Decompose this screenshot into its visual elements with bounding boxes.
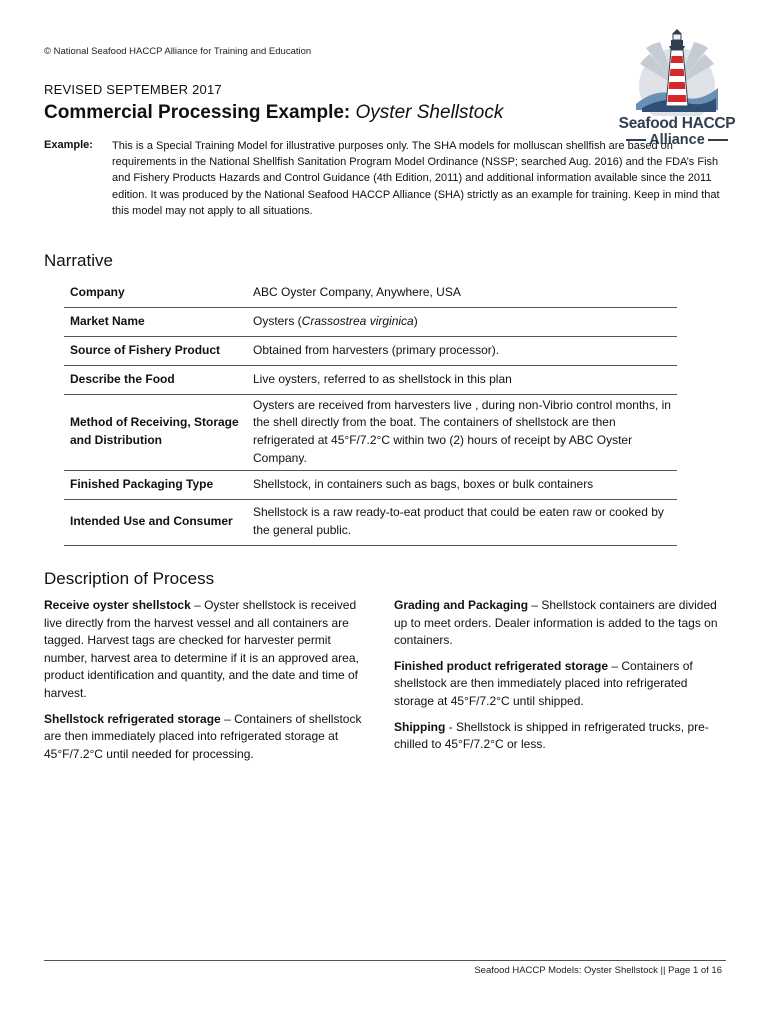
row-value: Live oysters, referred to as shellstock in this plan bbox=[253, 365, 677, 394]
example-label: Example: bbox=[44, 139, 93, 151]
row-value: Oysters are received from harvesters live , during non-Vibrio control months, in the shell directly from the boat. The containers of shellstock are then refrigerated at 45°F/7.2°C within two (2) hours of receipt by ABC Oyster Company. bbox=[253, 394, 677, 470]
step-sep: – bbox=[608, 658, 622, 673]
step-text: Shellstock is shipped in refrigerated trucks, pre-chilled to 45°F/7.2°C or less. bbox=[394, 719, 709, 752]
process-heading: Description of Process bbox=[44, 569, 215, 588]
table-row bbox=[64, 336, 677, 365]
row-value: ABC Oyster Company, Anywhere, USA bbox=[253, 280, 677, 307]
row-key: Source of Fishery Product bbox=[64, 336, 253, 365]
step-sep: – bbox=[220, 711, 235, 726]
step-text: Oyster shellstock is received live directly from the harvest vessel and all containers are tagged. Harvest tags are checked for harvester permit number, harvest area to determine if it is an approved area, product identification and quantity, and the date and time of harvest. bbox=[44, 598, 359, 700]
process-step bbox=[44, 597, 374, 703]
narrative-table bbox=[64, 280, 677, 546]
process-step bbox=[394, 658, 727, 711]
step-sep: - bbox=[445, 719, 456, 734]
page-title bbox=[44, 102, 503, 124]
value-text: ) bbox=[413, 313, 418, 328]
lighthouse-icon bbox=[618, 26, 736, 116]
step-sep: – bbox=[190, 598, 205, 612]
revision-date: REVISED SEPTEMBER 2017 bbox=[44, 82, 222, 97]
copyright-notice: © National Seafood HACCP Alliance for Training and Education bbox=[44, 46, 312, 57]
seafood-haccp-alliance-logo bbox=[618, 26, 736, 154]
table-row bbox=[64, 394, 677, 470]
step-title: Shipping bbox=[394, 719, 446, 734]
narrative-heading: Narrative bbox=[44, 251, 113, 270]
logo-alliance-word: Alliance bbox=[649, 132, 705, 148]
example-text: This is a Special Training Model for illustrative purposes only. The SHA models for molluscan shellfish are based on requirements in the National Shellfish Sanitation Program Model Ordinance (NSSP; searched Aug. 2016) and the FDA’s Fish and Fishery Products Hazards and Control Guidance (4th Edition, 2011) and additional information available since the 2011 edition. It was produced by the National Seafood HACCP Alliance (SHA) strictly as an example for training. Keep in mind that this model may not apply to all situations. bbox=[112, 140, 720, 217]
row-key: Finished Packaging Type bbox=[64, 470, 253, 499]
table-row bbox=[64, 470, 677, 499]
row-key: Method of Receiving, Storage and Distribution bbox=[64, 394, 253, 470]
step-title: Shellstock refrigerated storage bbox=[44, 711, 221, 726]
process-column-right bbox=[394, 597, 727, 762]
row-value: Obtained from harvesters (primary processor). bbox=[253, 336, 677, 365]
step-sep: – bbox=[528, 598, 542, 612]
row-key: Company bbox=[64, 280, 253, 307]
title-subject: Oyster Shellstock bbox=[355, 102, 504, 123]
step-text: Shellstock containers are divided up to meet orders. Dealer information is added to the tags on containers. bbox=[394, 598, 718, 648]
table-row bbox=[64, 280, 677, 307]
step-title: Grading and Packaging bbox=[394, 598, 529, 612]
row-value: Shellstock, in containers such as bags, boxes or bulk containers bbox=[253, 470, 677, 499]
row-key: Intended Use and Consumer bbox=[64, 499, 253, 545]
process-step bbox=[394, 719, 727, 754]
row-key: Market Name bbox=[64, 307, 253, 336]
value-text: Oysters ( bbox=[253, 313, 302, 328]
logo-text-seafood-haccp: Seafood HACCP bbox=[618, 115, 736, 132]
step-title: Receive oyster shellstock bbox=[44, 598, 191, 612]
process-step bbox=[44, 711, 374, 764]
process-column-left bbox=[44, 597, 374, 771]
step-title: Finished product refrigerated storage bbox=[394, 658, 609, 673]
species-name: Crassostrea virginica bbox=[301, 313, 414, 328]
footer-divider bbox=[44, 960, 726, 961]
page-footer: Seafood HACCP Models: Oyster Shellstock || Page 1 of 16 bbox=[474, 965, 722, 976]
process-step bbox=[394, 597, 727, 650]
row-key: Describe the Food bbox=[64, 365, 253, 394]
row-value: Shellstock is a raw ready-to-eat product that could be eaten raw or cooked by the general public. bbox=[253, 499, 677, 545]
table-row bbox=[64, 365, 677, 394]
title-prefix: Commercial Processing Example: bbox=[44, 102, 351, 123]
table-row bbox=[64, 307, 677, 336]
row-value bbox=[253, 307, 677, 336]
step-text: Containers of shellstock are then immediately placed into refrigerated storage at 45°F/7.2°C until shipped. bbox=[394, 658, 693, 708]
step-text: Containers of shellstock are then immediately placed into refrigerated storage at 45°F/7.2°C until needed for processing. bbox=[44, 711, 362, 761]
table-row bbox=[64, 499, 677, 545]
